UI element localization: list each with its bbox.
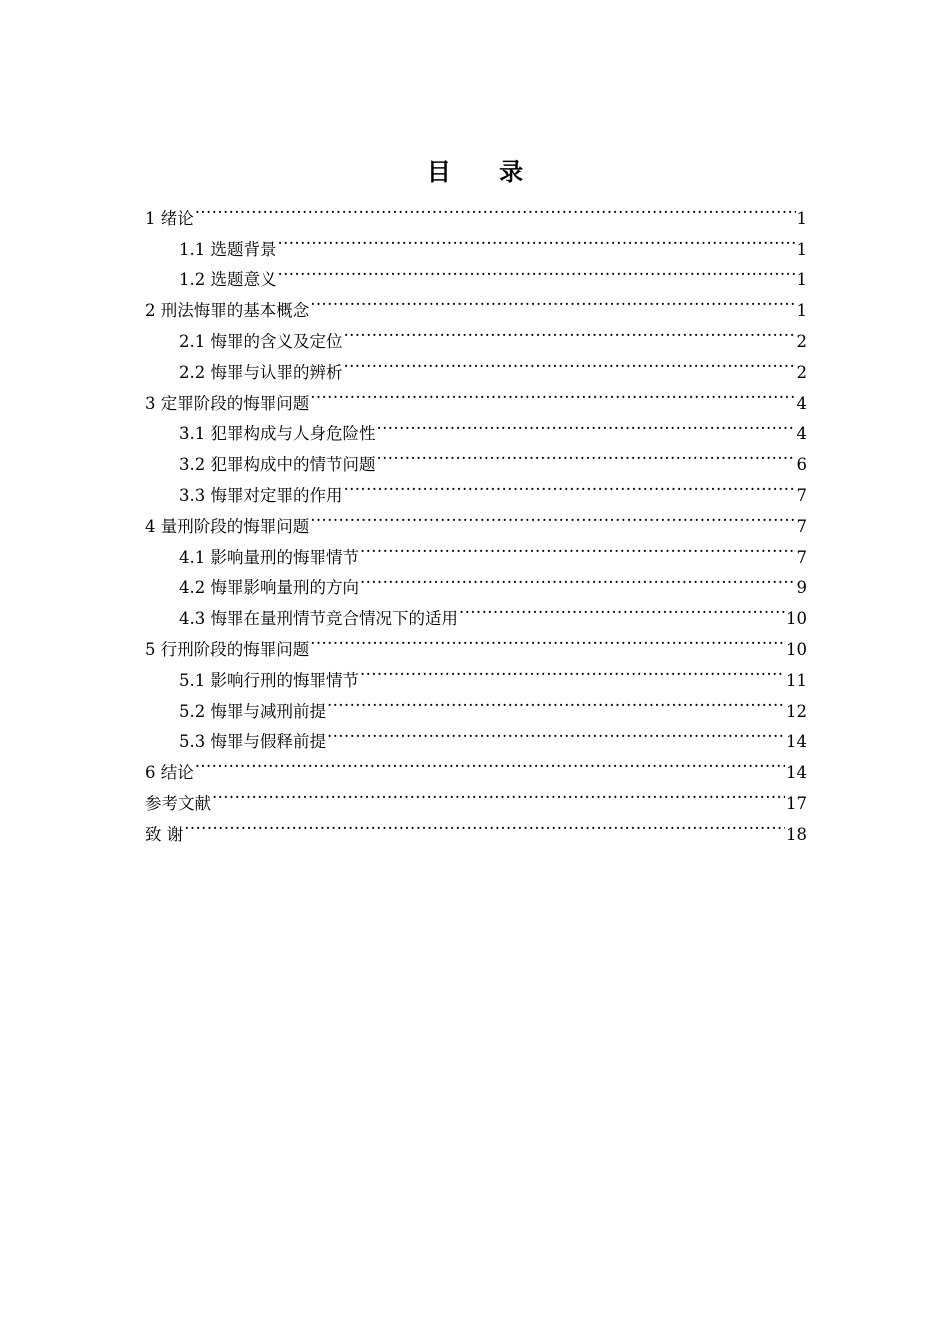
- toc-entry-page-number: 4: [796, 424, 807, 444]
- toc-entry-page-number: 1: [796, 208, 807, 228]
- toc-entry-label: 3.3 悔罪对定罪的作用: [179, 485, 343, 505]
- toc-dot-leader: [360, 655, 785, 686]
- toc-dot-leader: [344, 347, 796, 378]
- toc-entry-page-number: 2: [796, 362, 807, 382]
- toc-entry-page-number: 10: [786, 639, 807, 659]
- toc-dot-leader: [278, 224, 796, 255]
- toc-entry-label: 5 行刑阶段的悔罪问题: [145, 639, 310, 659]
- toc-entry[interactable]: [145, 747, 807, 783]
- toc-entry-page-number: 1: [796, 301, 807, 321]
- toc-entry-label: 5.3 悔罪与假释前提: [179, 732, 326, 752]
- toc-dot-leader: [344, 316, 796, 347]
- toc-dot-leader: [184, 809, 785, 840]
- toc-entry-label: 5.1 影响行刑的悔罪情节: [179, 670, 359, 690]
- toc-entry-label: 2.1 悔罪的含义及定位: [179, 331, 343, 351]
- toc-entry-page-number: 14: [786, 763, 807, 783]
- toc-entry-page-number: 1: [796, 239, 807, 259]
- toc-entry-label: 致 谢: [145, 824, 184, 844]
- toc-dot-leader: [195, 193, 796, 224]
- toc-dot-leader: [459, 593, 785, 624]
- toc-entry-page-number: 11: [786, 670, 807, 690]
- toc-dot-leader: [310, 378, 795, 409]
- toc-entry-page-number: 1: [796, 270, 807, 290]
- toc-dot-leader: [195, 747, 785, 778]
- toc-dot-leader: [327, 717, 785, 748]
- toc-entry-page-number: 7: [796, 516, 807, 536]
- toc-dot-leader: [377, 409, 796, 440]
- toc-entry-page-number: 7: [796, 485, 807, 505]
- toc-entry-page-number: 6: [796, 455, 807, 475]
- toc-entry[interactable]: [145, 224, 807, 259]
- toc-dot-leader: [377, 439, 796, 470]
- toc-entry-label: 1.1 选题背景: [179, 239, 277, 259]
- toc-entry-label: 3.2 犯罪构成中的情节问题: [179, 455, 376, 475]
- toc-dot-leader: [327, 686, 785, 717]
- toc-list: [145, 193, 807, 844]
- toc-entry[interactable]: [145, 193, 807, 228]
- toc-entry-label: 2.2 悔罪与认罪的辨析: [179, 362, 343, 382]
- toc-title: 目 录: [426, 157, 544, 186]
- toc-entry-label: 4.1 影响量刑的悔罪情节: [179, 547, 359, 567]
- toc-dot-leader: [310, 285, 795, 316]
- toc-entry-label: 3.1 犯罪构成与人身危险性: [179, 424, 376, 444]
- toc-dot-leader: [278, 255, 796, 286]
- toc-entry-page-number: 9: [796, 578, 807, 598]
- toc-dot-leader: [310, 624, 785, 655]
- toc-dot-leader: [360, 532, 796, 563]
- toc-entry-label: 1.2 选题意义: [179, 270, 277, 290]
- toc-entry-page-number: 10: [786, 609, 807, 629]
- toc-entry-label: 6 结论: [145, 763, 194, 783]
- toc-dot-leader: [212, 778, 785, 809]
- toc-entry-label: 4.2 悔罪影响量刑的方向: [179, 578, 359, 598]
- toc-entry-page-number: 14: [786, 732, 807, 752]
- toc-entry-label: 2 刑法悔罪的基本概念: [145, 301, 310, 321]
- toc-entry-page-number: 18: [786, 824, 807, 844]
- toc-dot-leader: [344, 470, 796, 501]
- toc-entry[interactable]: [145, 809, 807, 844]
- toc-entry-page-number: 4: [796, 393, 807, 413]
- toc-entry-label: 4.3 悔罪在量刑情节竞合情况下的适用: [179, 609, 458, 629]
- toc-entry-page-number: 12: [786, 701, 807, 721]
- toc-entry-page-number: 7: [796, 547, 807, 567]
- toc-entry-label: 5.2 悔罪与减刑前提: [179, 701, 326, 721]
- toc-entry-label: 3 定罪阶段的悔罪问题: [145, 393, 310, 413]
- toc-entry-page-number: 17: [786, 793, 807, 813]
- toc-dot-leader: [310, 501, 795, 532]
- toc-entry-label: 参考文献: [145, 793, 211, 813]
- toc-entry-page-number: 2: [796, 331, 807, 351]
- toc-entry-label: 1 绪论: [145, 208, 194, 228]
- toc-entry[interactable]: [145, 778, 807, 813]
- toc-dot-leader: [360, 563, 796, 594]
- toc-entry-label: 4 量刑阶段的悔罪问题: [145, 516, 310, 536]
